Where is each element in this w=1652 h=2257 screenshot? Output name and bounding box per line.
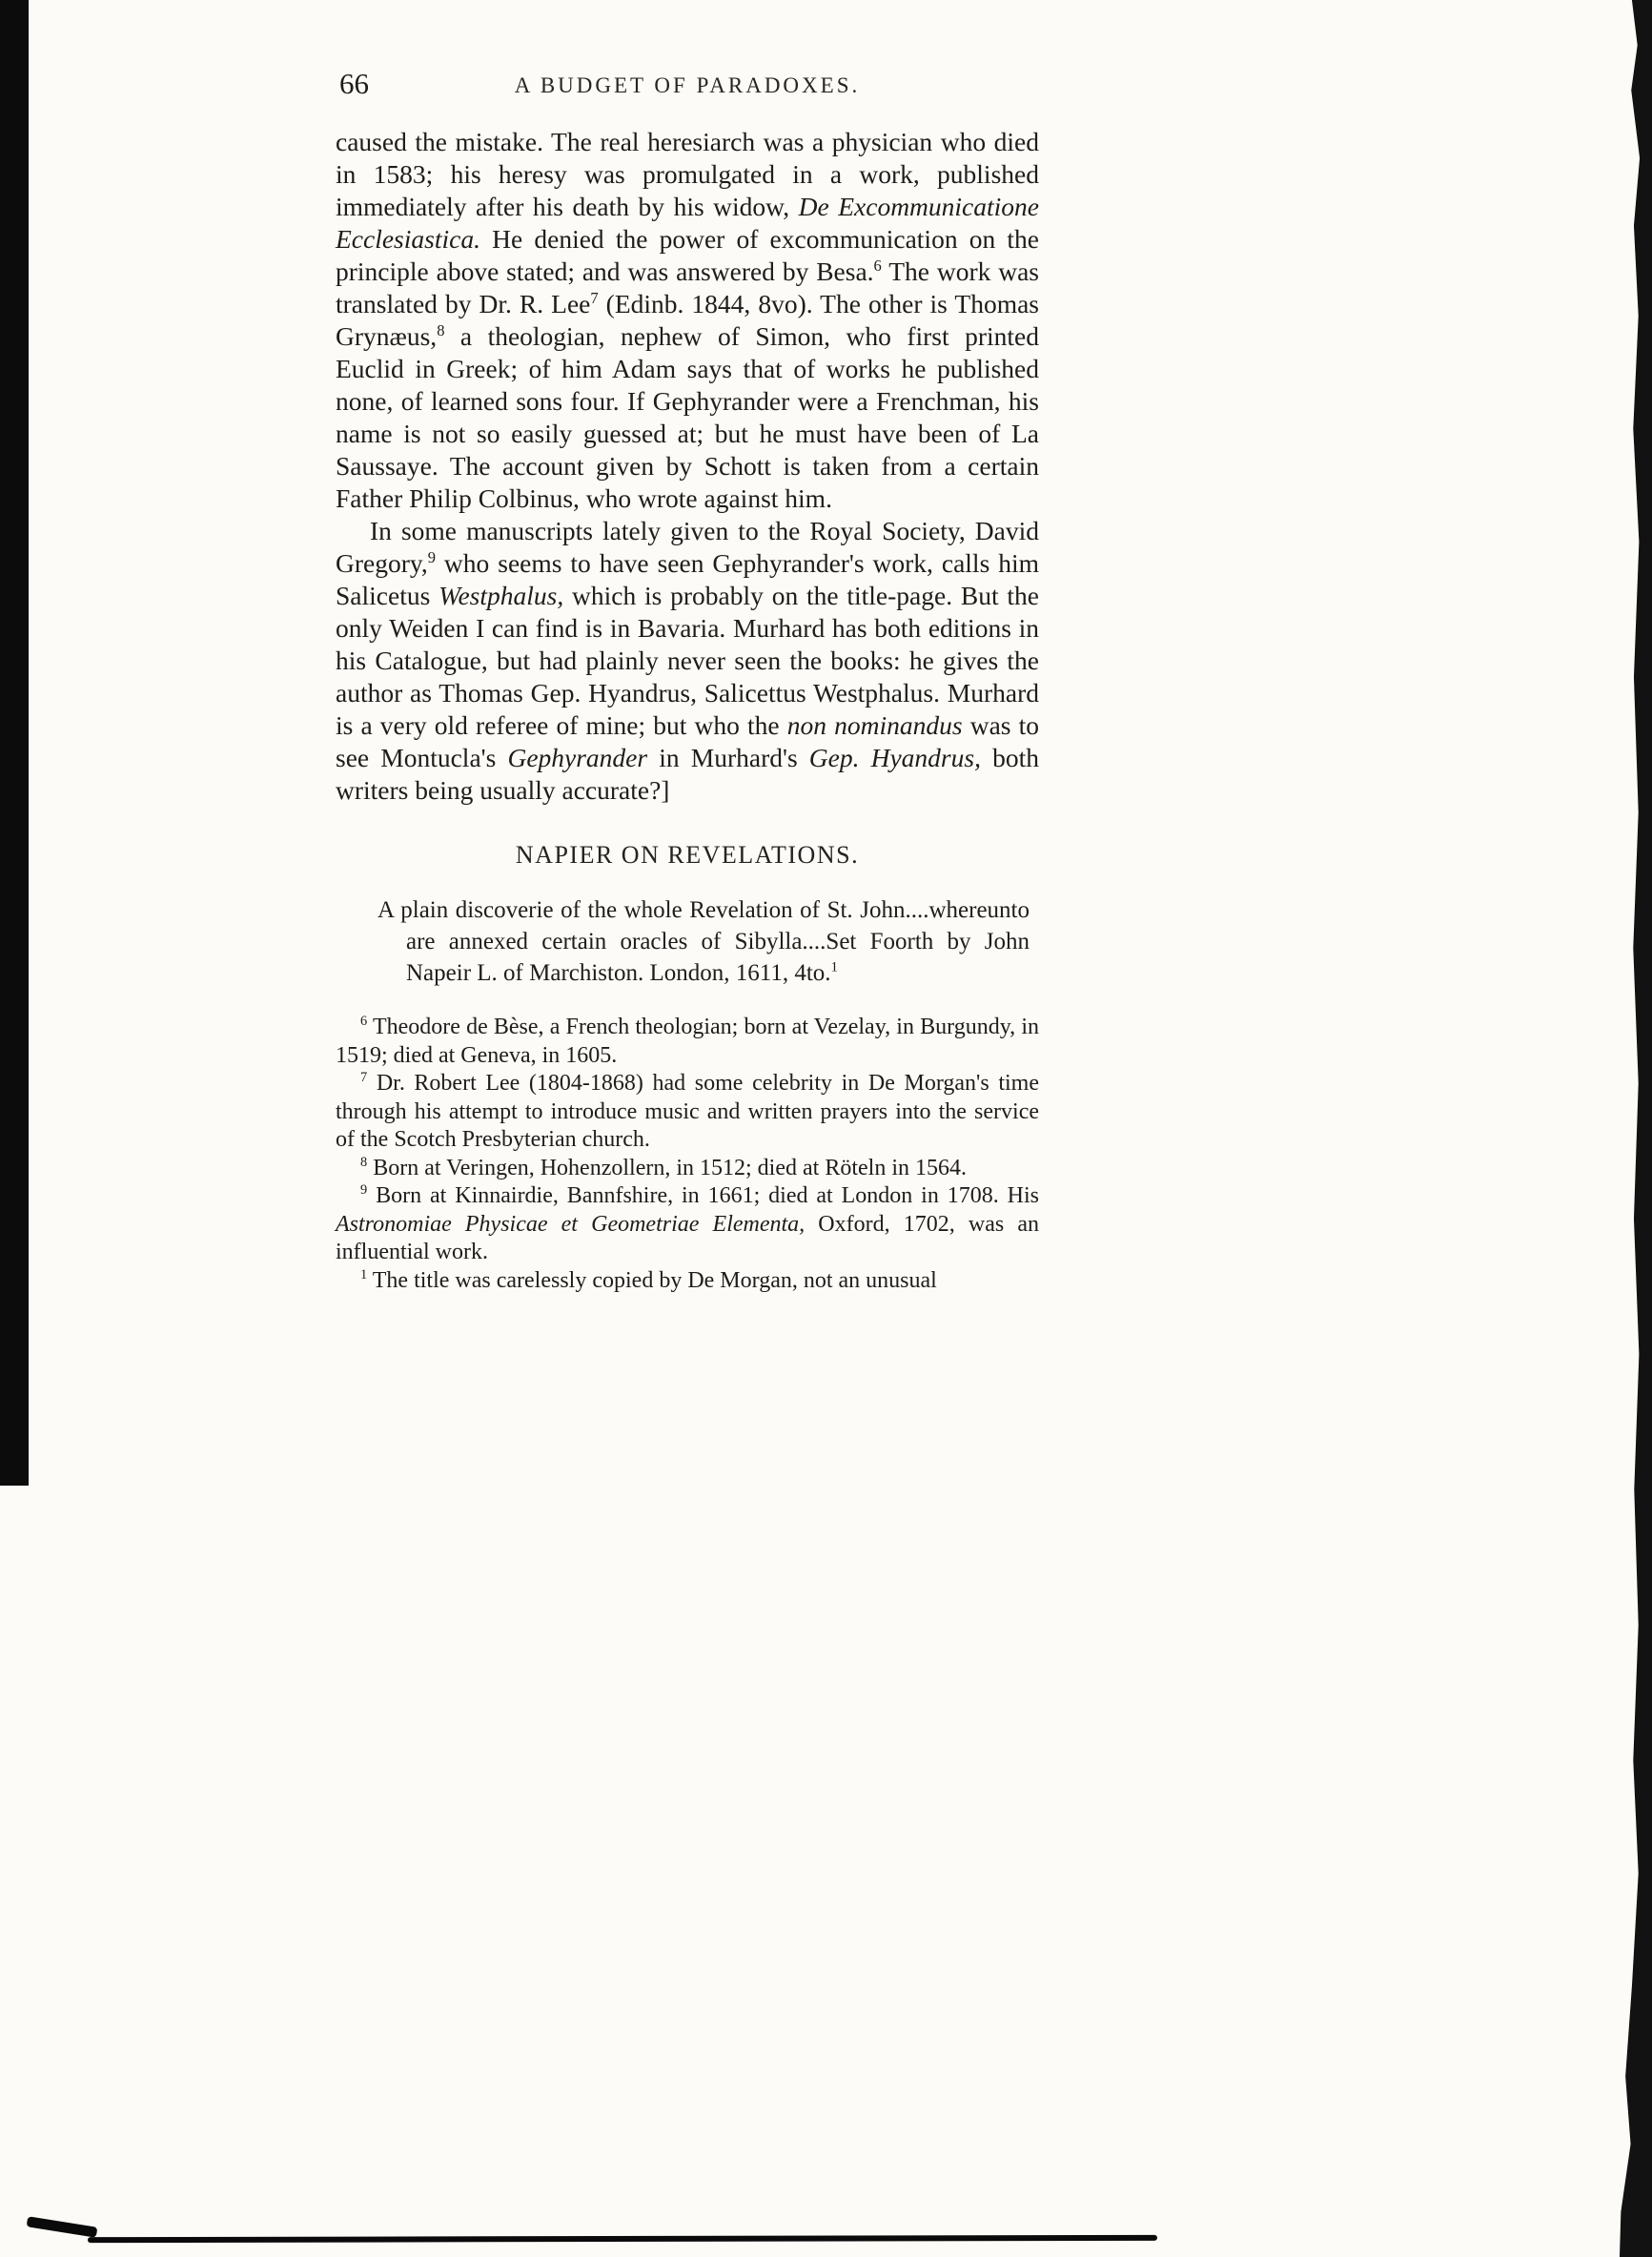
section-heading: NAPIER ON REVELATIONS. bbox=[515, 841, 860, 869]
footnote: $^9$ Born at Kinnairdie, Bannfshire, in 1661; died at London in 1708. His Astronomiae Physicae et Geometriae Elementa, Oxford, 1702, was an influential work. bbox=[336, 1182, 1039, 1264]
running-title: A BUDGET OF PARADOXES. bbox=[514, 73, 861, 97]
page-content bbox=[336, 67, 1039, 1295]
page-header bbox=[336, 67, 1039, 107]
body-paragraph: In some manuscripts lately given to the Royal Society, David Gregory,$^9$ who seems to have seen Gephyrander's work, calls him Salicetus Westphalus, which is probably on the title-page. But the only Weiden I can find is in Bavaria. Murhard has both editions in his Catalogue, but had plainly never seen the books: he gives the author as Thomas Gep. Hyandrus, Salicettus Westphalus. Murhard is a very old referee of mine; but who the non nominandus was to see Montucla's Gephyrander in Murhard's Gep. Hyandrus, both writers being usually accurate?] bbox=[336, 516, 1039, 805]
scan-bottom-mark-artifact bbox=[27, 2216, 98, 2237]
footnote: $^8$ Born at Veringen, Hohenzollern, in 1512; died at Röteln in 1564. bbox=[360, 1154, 967, 1180]
footnote: $^7$ Dr. Robert Lee (1804-1868) had some celebrity in De Morgan's time through his attempt to introduce music and written prayers into the service of the Scotch Presbyterian church. bbox=[336, 1070, 1039, 1152]
bibliographic-entry: A plain discoverie of the whole Revelation of St. John....whereunto are annexed certain oracles of Sibylla....Set Foorth by John Napeir L. of Marchiston. London, 1611, 4to.$^1$ bbox=[377, 897, 1030, 986]
scan-bottom-line-artifact bbox=[88, 2235, 1157, 2243]
body-paragraph: caused the mistake. The real heresiarch was a physician who died in 1583; his heresy was promulgated in a work, published immediately after his death by his widow, De Excommunicatione Ecclesiastica. He denied the power of excommunication on the principle above stated; and was answered by Besa.$^6$ The work was translated by Dr. R. Lee$^7$ (Edinb. 1844, 8vo). The other is Thomas Grynæus,$^8$ a theologian, nephew of Simon, who first printed Euclid in Greek; of him Adam says that of works he published none, of learned sons four. If Gephyrander were a Frenchman, his name is not so easily guessed at; but he must have been of La Saussaye. The account given by Schott is taken from a certain Father Philip Colbinus, who wrote against him. bbox=[336, 127, 1040, 513]
footnote: $^1$ The title was carelessly copied by De Morgan, not an unusual bbox=[360, 1266, 937, 1293]
footnotes bbox=[336, 1014, 1039, 1295]
scan-gutter-artifact bbox=[0, 0, 29, 1486]
footnote: $^6$ Theodore de Bèse, a French theologian; born at Vezelay, in Burgundy, in 1519; died at Geneva, in 1605. bbox=[336, 1014, 1039, 1068]
page-number: 66 bbox=[339, 67, 369, 100]
scan-edge-artifact bbox=[1620, 0, 1652, 2257]
